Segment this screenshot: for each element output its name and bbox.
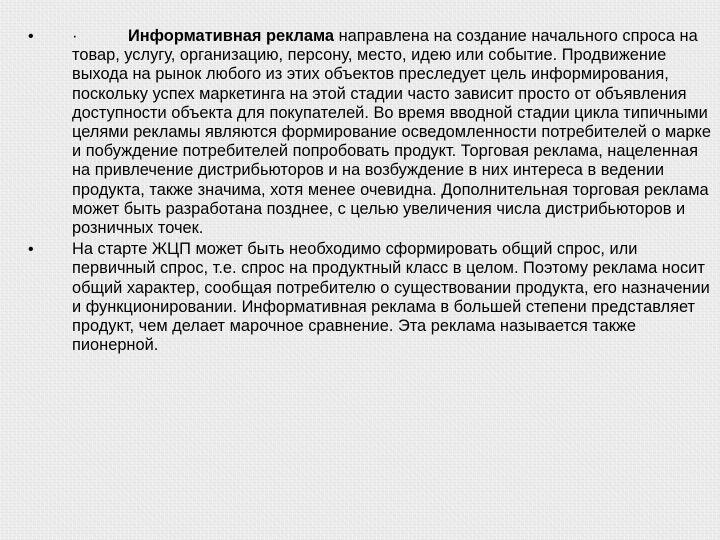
bold-term: Информативная реклама <box>128 27 335 45</box>
bullet-item-informative-ad <box>0 27 720 238</box>
bullet-icon: • <box>28 28 34 45</box>
lead-mark: · <box>72 27 78 45</box>
bullet-text <box>72 27 714 238</box>
bullet-item-pioneer-ad <box>0 240 720 355</box>
paragraph-text: направлена на создание начального спроса на товар, услугу, организацию, персону, место, идею или событие. Продвижение выхода на рынок любого из этих объектов преследует цель информирования, поскольку успех маркетинга на этой стадии часто зависит просто от объявления доступности объекта для покупателей. Во время вводной стадии цикла типичными целями рекламы являются формирование осведомленности потребителей о марке и побуждение потребителей попробовать продукт. Торговая реклама, нацеленная на привлечение дистрибьюторов и на возбуждение в них интереса в ведении продукта, также значима, хотя менее очевидна. Дополнительная торговая реклама может быть разработана позднее, с целью увеличения числа дистрибьюторов и розничных точек. <box>72 27 711 238</box>
paragraph-text: На старте ЖЦП может быть необходимо сформировать общий спрос, или первичный спрос, т.е. спрос на продуктный класс в целом. Поэтому реклама носит общий характер, сообщая потребителю о существовании продукта, его назначении и функционировании. Информативная реклама в большей степени представляет продукт, чем делает марочное сравнение. Эта реклама называется также пионерной. <box>72 240 710 355</box>
bullet-list <box>0 27 720 355</box>
bullet-icon: • <box>28 241 34 259</box>
